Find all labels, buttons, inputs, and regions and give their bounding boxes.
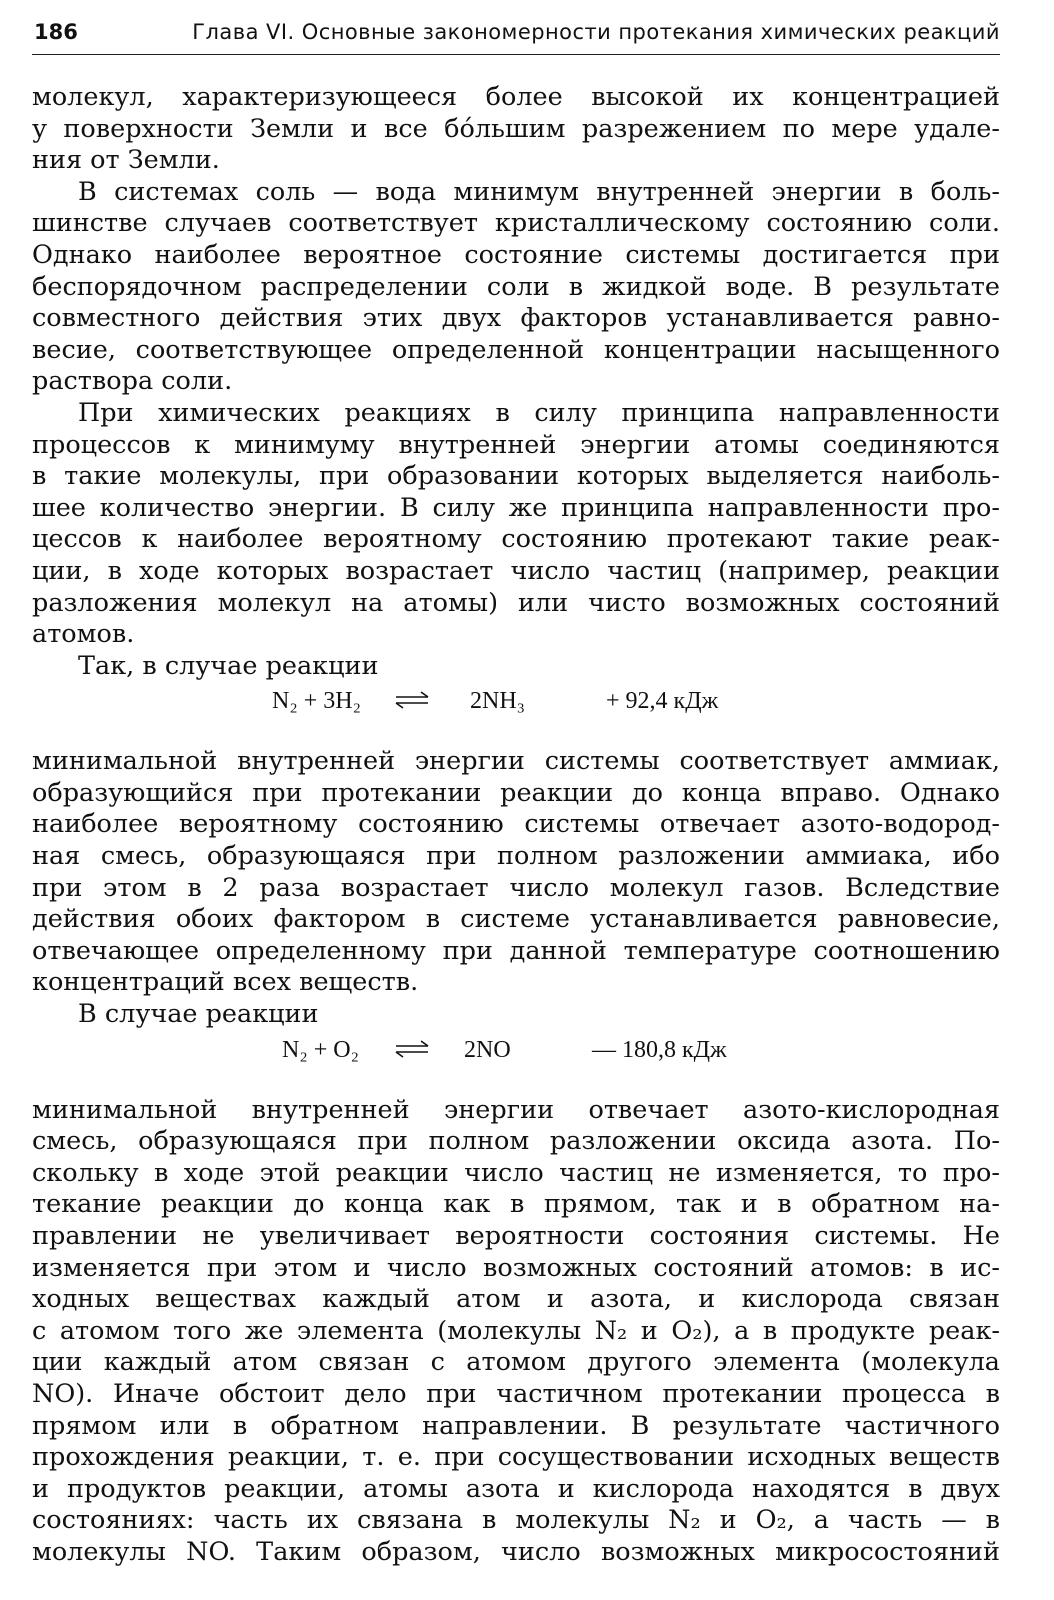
text-line: цессов к наиболее вероятному состоянию протекают такие реак- <box>32 524 1000 555</box>
chapter-title: Глава VI. Основные закономерности протекания химических реакций <box>192 20 1000 44</box>
text-line: правлении не увеличивает вероятности состояния системы. Не <box>32 1221 1000 1251</box>
text-line: При химических реакциях в силу принципа направленности <box>78 397 1000 428</box>
text-line: с атомом того же элемента (молекулы N₂ и O₂), а в продукте реак- <box>32 1315 1000 1346</box>
text-line: ции, в ходе которых возрастает число частиц (например, реакции <box>32 555 1000 586</box>
text-line: атомов. <box>32 619 135 650</box>
text-line: раствора соли. <box>32 366 233 397</box>
text-line: прохождения реакции, т. е. при сосуществовании исходных веществ <box>32 1442 1000 1473</box>
reaction-equation <box>32 1031 1000 1095</box>
text-line: состояниях: часть их связана в молекулы N₂ и O₂, а часть — в <box>32 1505 1000 1536</box>
text-line: смесь, образующаяся при полном разложении оксида азота. По- <box>32 1126 1000 1157</box>
text-line: минимальной внутренней энергии отвечает азото-кислородная <box>32 1094 1000 1125</box>
text-line: молекул, характеризующееся более высокой их концентрацией <box>32 82 1000 112</box>
text-line: разложения молекул на атомы) или чисто возможных состояний <box>32 587 1000 618</box>
text-line: Однако наиболее вероятное состояние системы достигается при <box>32 239 1000 270</box>
text-line: и продуктов реакции, атомы азота и кислорода находятся в двух <box>32 1473 1000 1504</box>
text-line: ная смесь, образующаяся при полном разложении аммиака, ибо <box>32 841 1000 872</box>
text-line: ции каждый атом связан с атомом другого элемента (молекула <box>32 1347 1000 1378</box>
text-line: в такие молекулы, при образовании которых выделяется наиболь- <box>32 461 1000 492</box>
text-line: совместного действия этих двух факторов устанавливается равно- <box>32 303 1000 334</box>
text-line: изменяется при этом и число возможных состояний атомов: в ис- <box>32 1252 1000 1283</box>
text-line: прямом или в обратном направлении. В результате частичного <box>32 1410 1000 1441</box>
text-line: концентраций всех веществ. <box>32 967 419 998</box>
equation-reactants: N₂ + 3H₂ <box>272 688 361 715</box>
book-page <box>32 0 1000 1600</box>
text-line: текание реакции до конца как в прямом, так и в обратном на- <box>32 1189 1000 1220</box>
equation-products: 2NO <box>464 1036 511 1063</box>
equation-products: 2NH₃ <box>470 688 526 715</box>
text-line: наиболее вероятному состоянию системы отвечает азото-водород- <box>32 809 1000 840</box>
text-line: скольку в ходе этой реакции число частиц не изменяется, то про- <box>32 1157 1000 1188</box>
text-line: В случае реакции <box>78 999 319 1030</box>
text-line: ния от Земли. <box>32 145 220 176</box>
text-line: весие, соответствующее определенной концентрации насыщенного <box>32 334 1000 365</box>
text-line: отвечающее определенному при данной температуре соотношению <box>32 935 1000 966</box>
text-line: образующийся при протекании реакции до конца вправо. Однако <box>32 777 1000 808</box>
text-line: у поверхности Земли и все бо́льшим разрежением по мере удале- <box>32 113 1000 144</box>
text-line: NO). Иначе обстоит дело при частичном протекании процесса в <box>32 1378 1000 1409</box>
text-line: Так, в случае реакции <box>78 650 379 681</box>
equilibrium-arrows-icon <box>392 686 432 718</box>
text-line: В системах соль — вода минимум внутренней энергии в боль- <box>78 176 1000 207</box>
page-number: 186 <box>34 20 78 44</box>
text-line: молекулы NO. Таким образом, число возможных микросостояний <box>32 1536 1000 1567</box>
text-line: действия обоих фактором в системе устанавливается равновесие, <box>32 904 1000 935</box>
equation-energy: + 92,4 кДж <box>606 688 719 715</box>
running-header <box>32 14 1000 55</box>
text-line: шее количество энергии. В силу же принципа направленности про- <box>32 492 1000 523</box>
text-line: ходных веществах каждый атом и азота, и кислорода связан <box>32 1284 1000 1315</box>
equation-reactants: N₂ + O₂ <box>282 1036 359 1063</box>
text-line: шинстве случаев соответствует кристаллическому состоянию соли. <box>32 208 1000 239</box>
text-line: при этом в 2 раза возрастает число молекул газов. Вследствие <box>32 872 1000 903</box>
text-line: минимальной внутренней энергии системы соответствует аммиак, <box>32 746 1000 777</box>
equation-energy: — 180,8 кДж <box>592 1036 727 1063</box>
body-text <box>32 82 1000 1569</box>
text-line: процессов к минимуму внутренней энергии атомы соединяются <box>32 429 1000 460</box>
text-line: беспорядочном распределении соли в жидкой воде. В результате <box>32 271 1000 302</box>
equilibrium-arrows-icon <box>392 1035 432 1067</box>
reaction-equation <box>32 682 1000 746</box>
